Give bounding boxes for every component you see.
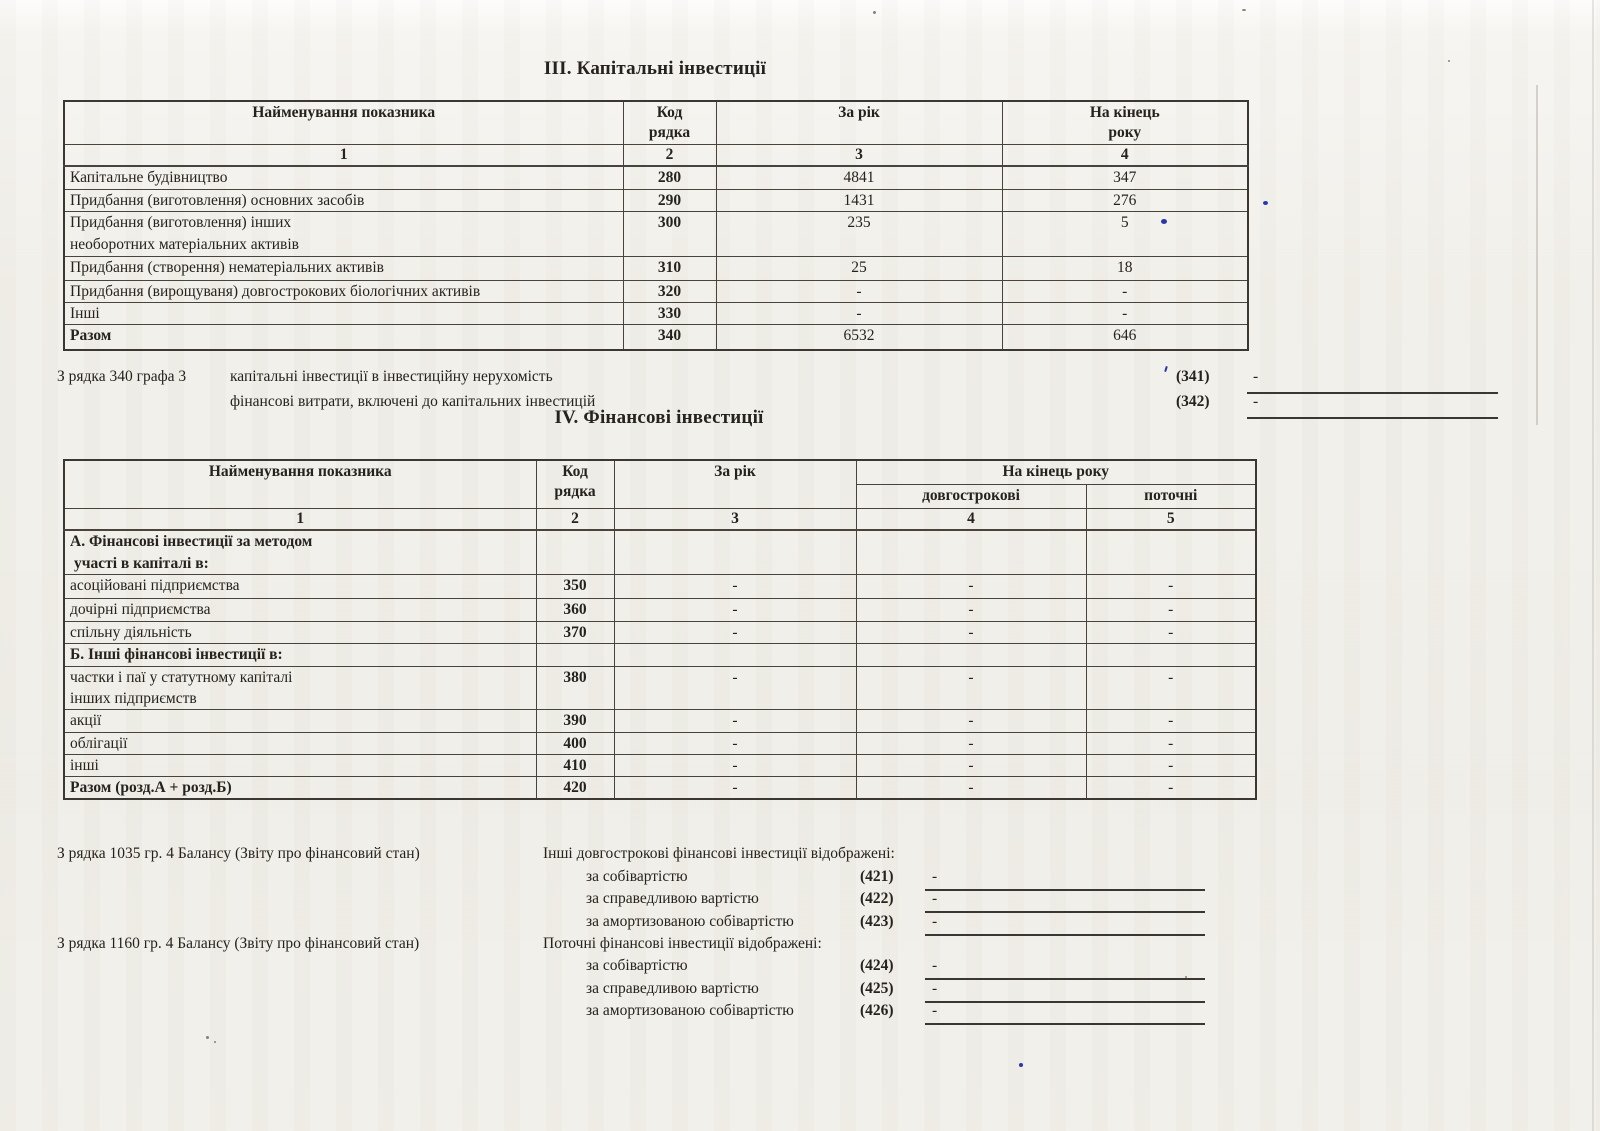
- row-code: 330: [623, 303, 716, 325]
- table-row: [64, 598, 1256, 621]
- indicator-name: Придбання (створення) нематеріальних активів: [64, 257, 623, 281]
- note-value: -: [1253, 393, 1259, 410]
- table-section-row: [64, 643, 1256, 666]
- fill-in-line: [925, 1001, 1205, 1003]
- value-current: -: [1086, 754, 1256, 776]
- value-year: -: [716, 281, 1002, 303]
- col-number: 2: [623, 144, 716, 166]
- value-end: 646: [1002, 325, 1248, 350]
- row-code: 390: [536, 709, 614, 732]
- table-section-row: [64, 530, 1256, 575]
- value-current: -: [1086, 574, 1256, 598]
- table-row-total: [64, 776, 1256, 799]
- note-code: (426): [860, 1002, 894, 1019]
- note-value: -: [932, 913, 938, 930]
- note-label: за амортизованою собівартістю: [586, 913, 794, 930]
- col-number: 2: [536, 508, 614, 530]
- note-label: за собівартістю: [586, 957, 688, 974]
- value-end: 276: [1002, 190, 1248, 212]
- value-longterm: -: [856, 598, 1086, 621]
- scan-speck: [206, 1036, 209, 1039]
- scan-speck: [873, 11, 876, 14]
- row-code: 340: [623, 325, 716, 350]
- table-row: [64, 212, 1248, 257]
- value-year: 4841: [716, 166, 1002, 190]
- note-prefix: З рядка 340 графа 3: [57, 368, 187, 385]
- scan-speck: [214, 1041, 216, 1043]
- financial-investments-table: [63, 459, 1257, 800]
- indicator-name: асоційовані підприємства: [64, 574, 536, 598]
- col-header-year: За рік: [716, 101, 1002, 144]
- indicator-name: Разом: [64, 325, 623, 350]
- note-value: -: [932, 868, 938, 885]
- note-code: (425): [860, 980, 894, 997]
- section3-title: III. Капітальні інвестиції: [543, 58, 767, 79]
- table-row: [64, 166, 1248, 190]
- indicator-name: Разом (розд.А + розд.Б): [64, 776, 536, 799]
- col-header-name: Найменування показника: [64, 101, 623, 144]
- fill-in-line: [925, 1023, 1205, 1025]
- value-end: -: [1002, 303, 1248, 325]
- value-year: -: [614, 574, 856, 598]
- row-code: 300: [623, 212, 716, 257]
- scan-speck: [1242, 9, 1246, 11]
- table-row: [64, 732, 1256, 754]
- scan-edge-shadow: [1592, 0, 1594, 1131]
- pen-dot: [1161, 219, 1167, 224]
- section4-title: IV. Фінансові інвестиції: [554, 407, 764, 428]
- note-value: -: [1253, 368, 1259, 385]
- value-year: 25: [716, 257, 1002, 281]
- pen-dot: [1019, 1063, 1023, 1067]
- table-row: [64, 621, 1256, 643]
- value-year: -: [614, 621, 856, 643]
- col-header-year: За рік: [614, 460, 856, 508]
- value-longterm: -: [856, 666, 1086, 709]
- indicator-name: акції: [64, 709, 536, 732]
- note-code: (341): [1176, 368, 1210, 385]
- table-row: [64, 257, 1248, 281]
- value-year: -: [614, 732, 856, 754]
- note-value: -: [932, 957, 938, 974]
- table-row: [64, 666, 1256, 709]
- table-row-total: [64, 325, 1248, 350]
- col-header-name: Найменування показника: [64, 460, 536, 508]
- row-code: 310: [623, 257, 716, 281]
- note-label: за справедливою вартістю: [586, 890, 759, 907]
- note-value: -: [932, 1002, 938, 1019]
- value-end: 18: [1002, 257, 1248, 281]
- value-current: -: [1086, 709, 1256, 732]
- col-header-longterm: довгострокові: [856, 484, 1086, 508]
- col-header-current: поточні: [1086, 484, 1256, 508]
- indicator-name: Інші: [64, 303, 623, 325]
- note-label: за собівартістю: [586, 868, 688, 885]
- value-year: -: [614, 666, 856, 709]
- table-row: [64, 754, 1256, 776]
- indicator-name: облігації: [64, 732, 536, 754]
- col-number: 3: [614, 508, 856, 530]
- fill-in-line: [1247, 417, 1498, 419]
- note-code: (422): [860, 890, 894, 907]
- note-prefix: З рядка 1035 гр. 4 Балансу (Звіту про фінансовий стан): [57, 845, 420, 862]
- fill-in-line: [925, 889, 1205, 891]
- column-number-row: [64, 508, 1256, 530]
- value-current: -: [1086, 732, 1256, 754]
- note-value: -: [932, 980, 938, 997]
- note-code: (342): [1176, 393, 1210, 410]
- section-label: Б. Інші фінансові інвестиції в:: [64, 643, 536, 666]
- scan-edge-shadow: [1536, 85, 1538, 425]
- note-label: за справедливою вартістю: [586, 980, 759, 997]
- note-code: (423): [860, 913, 894, 930]
- value-longterm: -: [856, 776, 1086, 799]
- value-longterm: -: [856, 621, 1086, 643]
- col-number: 1: [64, 144, 623, 166]
- col-header-end: На кінець року: [856, 460, 1256, 484]
- row-code: 320: [623, 281, 716, 303]
- col-header-end: На кінець року: [1002, 101, 1248, 144]
- capital-investments-table: [63, 100, 1249, 351]
- table-row: [64, 101, 1248, 144]
- indicator-name: дочірні підприємства: [64, 598, 536, 621]
- value-current: -: [1086, 666, 1256, 709]
- scan-speck: [1448, 60, 1450, 62]
- row-code: 350: [536, 574, 614, 598]
- row-code: 420: [536, 776, 614, 799]
- note-label: капітальні інвестиції в інвестиційну нерухомість: [230, 368, 553, 385]
- table-row: [64, 709, 1256, 732]
- col-number: 4: [1002, 144, 1248, 166]
- indicator-name: Придбання (виготовлення) інших необоротних матеріальних активів: [64, 212, 623, 257]
- table-row: [64, 574, 1256, 598]
- indicator-name: спільну діяльність: [64, 621, 536, 643]
- value-year: 1431: [716, 190, 1002, 212]
- indicator-name: частки і паї у статутному капіталі інших підприємств: [64, 666, 536, 709]
- scan-speck: [1185, 976, 1187, 978]
- value-current: -: [1086, 776, 1256, 799]
- table-row: [64, 303, 1248, 325]
- value-year: 6532: [716, 325, 1002, 350]
- fill-in-line: [925, 978, 1205, 980]
- value-year: -: [716, 303, 1002, 325]
- note-prefix: З рядка 1160 гр. 4 Балансу (Звіту про фінансовий стан): [57, 935, 420, 952]
- value-year: -: [614, 709, 856, 732]
- col-number: 4: [856, 508, 1086, 530]
- pen-dot: [1263, 201, 1268, 205]
- row-code: 290: [623, 190, 716, 212]
- section-label: А. Фінансові інвестиції за методом участі в капіталі в:: [64, 530, 536, 575]
- indicator-name: Капітальне будівництво: [64, 166, 623, 190]
- note-intro: Поточні фінансові інвестиції відображені:: [543, 935, 822, 952]
- note-intro: Інші довгострокові фінансові інвестиції відображені:: [543, 845, 895, 862]
- value-end: 347: [1002, 166, 1248, 190]
- value-year: -: [614, 598, 856, 621]
- row-code: 280: [623, 166, 716, 190]
- fill-in-line: [925, 934, 1205, 936]
- value-end: -: [1002, 281, 1248, 303]
- col-number: 1: [64, 508, 536, 530]
- note-label: за амортизованою собівартістю: [586, 1002, 794, 1019]
- value-year: -: [614, 754, 856, 776]
- row-code: 380: [536, 666, 614, 709]
- row-code: 360: [536, 598, 614, 621]
- value-end: 5: [1002, 212, 1248, 257]
- table-row: [64, 281, 1248, 303]
- row-code: 370: [536, 621, 614, 643]
- value-current: -: [1086, 621, 1256, 643]
- value-longterm: -: [856, 709, 1086, 732]
- value-year: 235: [716, 212, 1002, 257]
- row-code: 410: [536, 754, 614, 776]
- fill-in-line: [1247, 392, 1498, 394]
- value-longterm: -: [856, 754, 1086, 776]
- col-number: 5: [1086, 508, 1256, 530]
- table-row: [64, 460, 1256, 484]
- note-label: фінансові витрати, включені до капітальних інвестицій: [230, 393, 596, 410]
- value-longterm: -: [856, 574, 1086, 598]
- table-row: [64, 190, 1248, 212]
- col-header-code: Код рядка: [623, 101, 716, 144]
- pen-tick: [1164, 366, 1168, 372]
- row-code: 400: [536, 732, 614, 754]
- col-number: 3: [716, 144, 1002, 166]
- column-number-row: [64, 144, 1248, 166]
- note-code: (424): [860, 957, 894, 974]
- indicator-name: Придбання (виготовлення) основних засобів: [64, 190, 623, 212]
- value-longterm: -: [856, 732, 1086, 754]
- indicator-name: інші: [64, 754, 536, 776]
- col-header-code: Код рядка: [536, 460, 614, 508]
- value-current: -: [1086, 598, 1256, 621]
- fill-in-line: [925, 911, 1205, 913]
- note-code: (421): [860, 868, 894, 885]
- indicator-name: Придбання (вирощуваня) довгострокових біологічних активів: [64, 281, 623, 303]
- value-year: -: [614, 776, 856, 799]
- note-value: -: [932, 890, 938, 907]
